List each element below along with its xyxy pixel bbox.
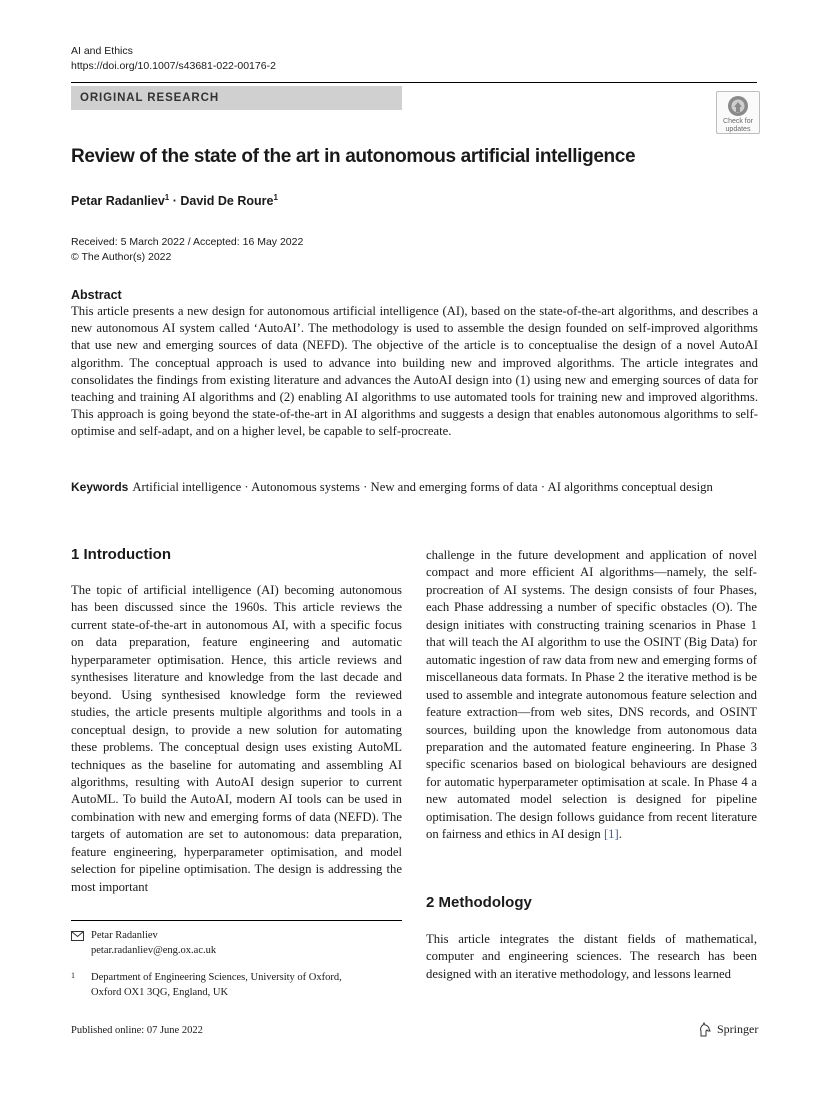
springer-horse-icon [698, 1022, 712, 1037]
article-dates [71, 235, 303, 265]
check-for-updates-badge[interactable] [716, 91, 760, 134]
author-list [71, 193, 278, 208]
publisher-logo [698, 1022, 758, 1037]
author-name[interactable]: Petar Radanliev [71, 194, 165, 209]
affiliation [91, 970, 342, 1000]
received-accepted: Received: 5 March 2022 / Accepted: 16 May 2022 [71, 236, 304, 248]
author-name[interactable]: David De Roure [180, 194, 274, 209]
doi-link[interactable]: https://doi.org/10.1007/s43681-022-00176-2 [71, 60, 276, 72]
affiliation-line: Department of Engineering Sciences, University of Oxford, [91, 972, 342, 983]
check-updates-line2: updates [725, 125, 751, 133]
abstract-text: This article presents a new design for autonomous artificial intelligence (AI), based on the state-of-the-art algorithms, and describes a new autonomous AI system called ‘AutoAI’. The methodology is used to assemble the design founded on self-improved algorithms that use new and emerging sources of data (NEFD). The objective of the article is to conceptualise the design of a novel AutoAI algorithm. The conceptual approach is used to advance into building new and improved algorithms. The article integrates and consolidates the findings from existing literature and advances the AutoAI design into (1) using new and emerging sources of data for teaching and training AI algorithms and (2) enabling AI algorithms to use automated tools for training new and improved algorithms. This approach is going beyond the state-of-the-art in AI algorithms and suggests a design that enables autonomous algorithms to self-optimise and self-adapt, and on a higher level, be capable to self-procreate. [71, 304, 758, 439]
copyright-notice: © The Author(s) 2022 [71, 251, 172, 263]
introduction-right-column [426, 547, 757, 844]
corresponding-author-email[interactable]: petar.radanliev@eng.ox.ac.uk [91, 945, 217, 956]
author-separator: · [169, 194, 181, 209]
introduction-continued-text: challenge in the future development and application of novel compact and more efficient AI algorithms—namely, the self-procreation of AI systems. The design consists of four Phases, each Phase addressing a number of specific obstacles (O). The design initiates with constructing training scenarios in Phase 1 that will teach the AI algorithm to use the OSINT (Big Data) for automatic ingestion of raw data from new and emerging forms of miscellaneous data formats. In Phase 2 the iterative method is be used to assemble and integrate autonomous feature selection and feature extraction—from web sites, DNS records, and OSINT sources, building upon the knowledge from autonomous data preparation and the automated feature engineering. In Phase 3 specific scenarios based on biological behaviours are designed for automatic hyperparameter optimisation at scale. In Phase 4 a new automated model selection is designed for pipeline optimisation. The design follows guidance from recent literature on fairness and ethics in AI design [426, 548, 757, 842]
section-heading-methodology: 2 Methodology [426, 894, 532, 911]
journal-header [71, 44, 276, 74]
methodology-text: This article integrates the distant fields of mathematical, computer and engineering sciences. The research has been designed with an iterative methodology, and lessons learned [426, 932, 757, 981]
keywords [71, 479, 758, 496]
header-rule [71, 82, 757, 83]
section-heading-introduction: 1 Introduction [71, 546, 171, 563]
mail-icon [71, 931, 84, 941]
citation-link[interactable]: [1] [603, 827, 619, 842]
abstract-heading: Abstract [71, 288, 122, 302]
corresponding-author-name: Petar Radanliev [91, 930, 158, 941]
footnote-rule [71, 920, 402, 921]
author-affiliation-mark: 1 [273, 193, 278, 202]
keywords-text: Artificial intelligence · Autonomous systems · New and emerging forms of data · AI algorithms conceptual design [132, 480, 713, 494]
check-updates-line1: Check for [723, 118, 753, 125]
corresponding-author [91, 928, 216, 958]
crossmark-icon [727, 95, 749, 117]
keywords-label: Keywords [71, 480, 129, 494]
author-affiliation-mark: 1 [164, 193, 170, 202]
introduction-left-column: The topic of artificial intelligence (AI) becoming autonomous has been discussed since the 1960s. This article reviews the current state-of-the-art in autonomous AI, with a specific focus on data preparation, feature engineering and automatic hyperparameter optimisation. Hence, this article reviews and synthesises literature and knowledge from the last decade and beyond. Using synthesised knowledge form the reviewed studies, the article presents multiple algorithms and tools in a conceptual design, to provide a new solution for automating these problems. The conceptual design uses existing AutoML techniques as the baseline for automating and assembling AI algorithms, resulting with AutoAI design superior to current AutoML. To build the AutoAI, modern AI tools can be used in combination with new and emerging forms of data (NEFD). The targets of automation are set to autonomous: data preparation, feature engineering, hyperparameter optimisation, and model selection for pipeline optimisation. The design is addressing the most important [71, 583, 402, 894]
affiliation-line: Oxford OX1 3QG, England, UK [91, 987, 229, 998]
journal-name: AI and Ethics [71, 45, 133, 57]
publisher-name: Springer [717, 1022, 759, 1036]
sentence-end: . [618, 827, 622, 842]
article-type-label: ORIGINAL RESEARCH [71, 86, 402, 110]
published-online-date: Published online: 07 June 2022 [71, 1025, 203, 1036]
affiliation-mark: 1 [71, 971, 75, 980]
article-title: Review of the state of the art in autonomous artificial intelligence [71, 146, 636, 167]
